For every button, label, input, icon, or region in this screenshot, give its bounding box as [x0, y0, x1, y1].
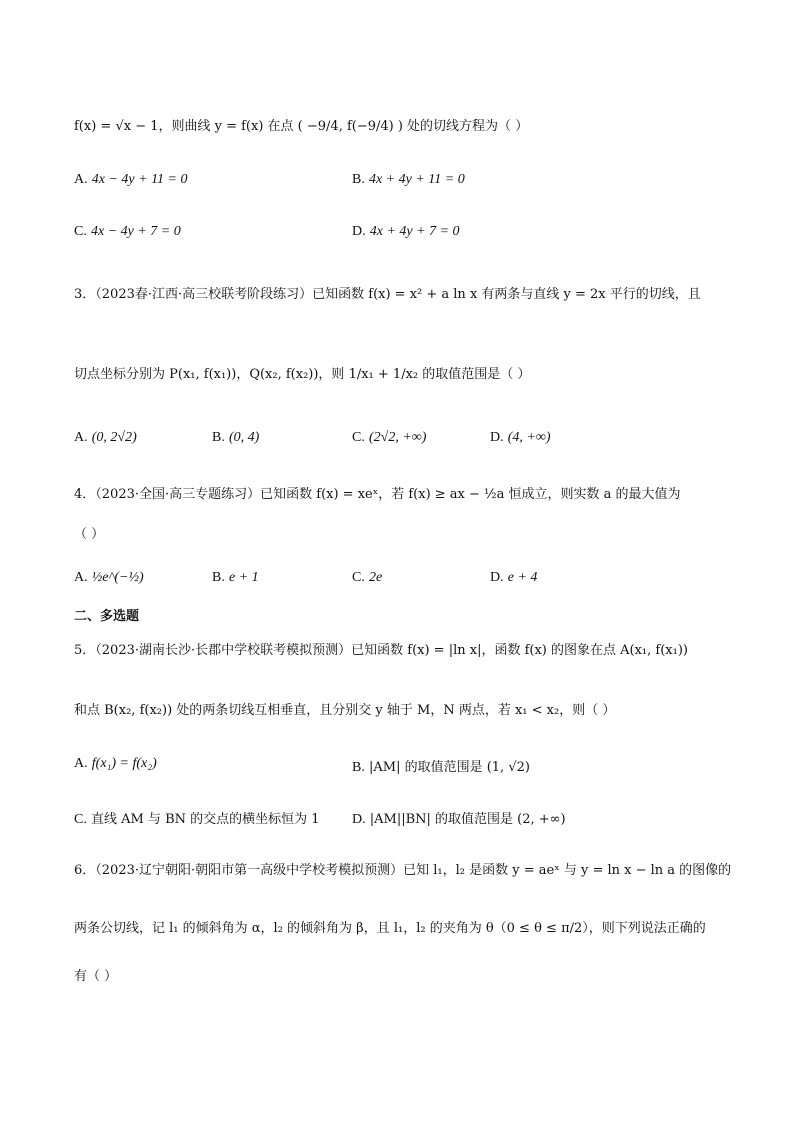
q6-stem-line3: 有（ ） — [74, 969, 118, 984]
q3-option-c[interactable] — [352, 430, 426, 446]
q3-option-b[interactable] — [212, 430, 259, 446]
option-label: D. — [490, 430, 504, 445]
option-text: (4, +∞) — [507, 430, 551, 445]
option-label: C. — [74, 224, 87, 239]
q2-option-d[interactable] — [352, 224, 460, 240]
option-label: A. — [74, 172, 88, 187]
q4-stem-line1: 4．（2023·全国·高三专题练习）已知函数 f(x) = xeˣ，若 f(x) ≥ ax − ½a 恒成立，则实数 a 的最大值为 — [74, 487, 681, 502]
q4-option-a[interactable] — [74, 570, 144, 586]
option-label: D. — [352, 224, 366, 239]
option-label: B. — [212, 430, 225, 445]
option-label: C. — [352, 570, 365, 585]
option-text: e + 4 — [507, 570, 538, 585]
option-text: 直线 AM 与 BN 的交点的横坐标恒为 1 — [90, 812, 320, 827]
q5-stem-line1: 5．（2023·湖南长沙·长郡中学校联考模拟预测）已知函数 f(x) = |ln x|，函数 f(x) 的图象在点 A(x₁, f(x₁)) — [74, 643, 688, 658]
option-text: 4x + 4y + 7 = 0 — [369, 224, 460, 239]
section-heading: 二、多选题 — [74, 609, 140, 624]
q2-option-c[interactable] — [74, 224, 181, 240]
q5-option-a[interactable] — [74, 756, 157, 772]
option-label: A. — [74, 756, 88, 771]
option-text: |AM| 的取值范围是 (1, √2) — [368, 760, 530, 775]
q4-stem-line2: （ ） — [74, 527, 105, 542]
q5-stem-line2: 和点 B(x₂, f(x₂)) 处的两条切线互相垂直，且分别交 y 轴于 M，N 两点，若 x₁ < x₂，则（ ） — [74, 703, 616, 718]
q3-stem-line2: 切点坐标分别为 P(x₁, f(x₁))，Q(x₂, f(x₂))，则 1/x₁ + 1/x₂ 的取值范围是（ ） — [74, 367, 531, 382]
option-text: 4x − 4y + 7 = 0 — [90, 224, 181, 239]
option-label: A. — [74, 570, 88, 585]
q2-option-a[interactable] — [74, 172, 188, 188]
q4-option-d[interactable] — [490, 570, 537, 586]
option-text: (0, 4) — [228, 430, 260, 445]
option-text: 2e — [368, 570, 383, 585]
option-text: (0, 2√2) — [91, 430, 137, 445]
q6-stem-line2: 两条公切线，记 l₁ 的倾斜角为 α，l₂ 的倾斜角为 β，且 l₁，l₂ 的夹角为 θ（0 ≤ θ ≤ π/2），则下列说法正确的 — [74, 921, 706, 936]
option-label: D. — [490, 570, 504, 585]
q3-option-a[interactable] — [74, 430, 137, 446]
option-text: ½e^(−½) — [91, 570, 144, 585]
option-label: D. — [352, 812, 366, 827]
q6-stem-line1: 6．（2023·辽宁朝阳·朝阳市第一高级中学校考模拟预测）已知 l₁，l₂ 是函数 y = aeˣ 与 y = ln x − ln a 的图像的 — [74, 863, 732, 878]
option-text: |AM||BN| 的取值范围是 (2, +∞) — [369, 812, 566, 827]
option-label: A. — [74, 430, 88, 445]
q5-option-c[interactable] — [74, 808, 320, 828]
option-text: 4x + 4y + 11 = 0 — [368, 172, 465, 187]
q3-option-d[interactable] — [490, 430, 551, 446]
option-label: B. — [212, 570, 225, 585]
option-text: e + 1 — [228, 570, 259, 585]
option-label: B. — [352, 172, 365, 187]
option-text: f(x₁) = f(x₂) — [91, 756, 157, 771]
q4-option-c[interactable] — [352, 570, 382, 586]
q4-option-b[interactable] — [212, 570, 259, 586]
q5-option-b[interactable] — [352, 756, 530, 776]
option-text: (2√2, +∞) — [368, 430, 427, 445]
option-label: B. — [352, 760, 365, 775]
q2-option-b[interactable] — [352, 172, 465, 188]
option-text: 4x − 4y + 11 = 0 — [91, 172, 188, 187]
q2-stem: f(x) = √x − 1，则曲线 y = f(x) 在点 ( −9/4, f(−9/4) ) 处的切线方程为（ ） — [74, 119, 529, 134]
option-label: C. — [74, 812, 87, 827]
q3-stem-line1: 3．（2023春·江西·高三校联考阶段练习）已知函数 f(x) = x² + a ln x 有两条与直线 y = 2x 平行的切线，且 — [74, 287, 701, 302]
option-label: C. — [352, 430, 365, 445]
q5-option-d[interactable] — [352, 808, 566, 828]
